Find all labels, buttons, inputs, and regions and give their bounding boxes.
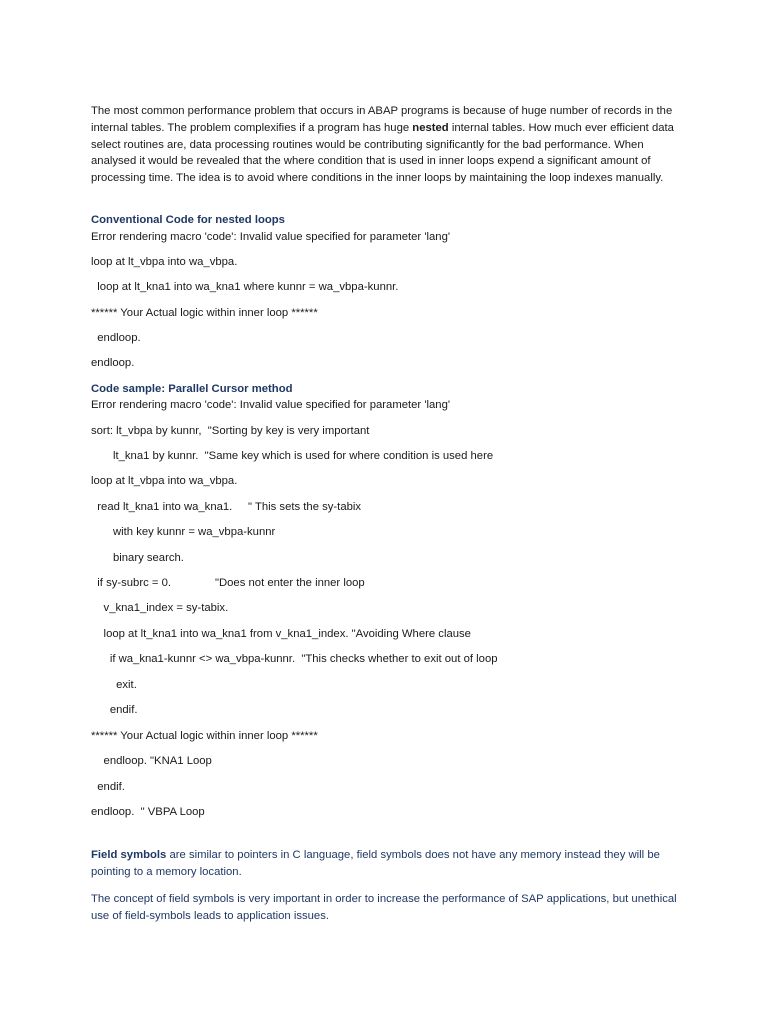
- code-line: endif.: [91, 704, 138, 716]
- code-line: sort: lt_vbpa by kunnr, "Sorting by key is very important: [91, 425, 370, 437]
- code-line: loop at lt_vbpa into wa_vbpa.: [91, 475, 238, 487]
- section2-heading: Code sample: Parallel Cursor method: [91, 383, 293, 395]
- code-line: read lt_kna1 into wa_kna1. " This sets the sy-tabix: [91, 501, 362, 513]
- code-line: ****** Your Actual logic within inner loop ******: [91, 307, 318, 319]
- section2-error: Error rendering macro 'code': Invalid value specified for parameter 'lang': [91, 399, 451, 411]
- code-line: endloop. "KNA1 Loop: [91, 755, 212, 767]
- field-symbols-term: Field symbols: [91, 849, 167, 861]
- field-symbols-paragraph-2: The concept of field symbols is very important in order to increase the performance of SAP applications, but unethical use of field-symbols leads to application issues.: [91, 893, 677, 922]
- code-line: if wa_kna1-kunnr <> wa_vbpa-kunnr. "This checks whether to exit out of loop: [91, 653, 498, 665]
- intro-text-2: internal tables. How much ever efficient data select routines are, data processing routines would be contributing significantly for the bad performance. When analysed it would be revealed that the where condition that is used in inner loops expend a significant amount of processing time. The idea is to avoid where conditions in the inner loops by maintaining the loop indexes manually.: [91, 121, 674, 185]
- code-line: ****** Your Actual logic within inner loop ******: [91, 730, 318, 742]
- code-line: loop at lt_vbpa into wa_vbpa.: [91, 256, 238, 268]
- intro-text-1: The most common performance problem that occurs in ABAP programs is because of huge number of records in the internal tables. The problem complexifies if a program has huge: [91, 105, 673, 134]
- code-line: endloop.: [91, 357, 135, 369]
- code-line: v_kna1_index = sy-tabix.: [91, 602, 229, 614]
- code-line: endif.: [91, 781, 125, 793]
- field-symbols-text: are similar to pointers in C language, field symbols does not have any memory instead they will be pointing to a memory location.: [91, 849, 660, 878]
- code-line: if sy-subrc = 0. "Does not enter the inner loop: [91, 577, 365, 589]
- code-line: endloop.: [91, 332, 141, 344]
- code-line: exit.: [91, 679, 137, 691]
- intro-nested-word: nested: [412, 121, 449, 134]
- section1-error: Error rendering macro 'code': Invalid value specified for parameter 'lang': [91, 231, 451, 243]
- code-line: loop at lt_kna1 into wa_kna1 where kunnr = wa_vbpa-kunnr.: [91, 281, 399, 293]
- field-symbols-paragraph: [91, 847, 681, 881]
- code-line: lt_kna1 by kunnr. "Same key which is used for where condition is used here: [91, 450, 494, 462]
- code-line: loop at lt_kna1 into wa_kna1 from v_kna1_index. "Avoiding Where clause: [91, 628, 471, 640]
- section1-heading: Conventional Code for nested loops: [91, 214, 285, 226]
- code-line: binary search.: [91, 552, 184, 564]
- intro-paragraph: [91, 103, 681, 187]
- code-line: endloop. " VBPA Loop: [91, 806, 205, 818]
- code-line: with key kunnr = wa_vbpa-kunnr: [91, 526, 276, 538]
